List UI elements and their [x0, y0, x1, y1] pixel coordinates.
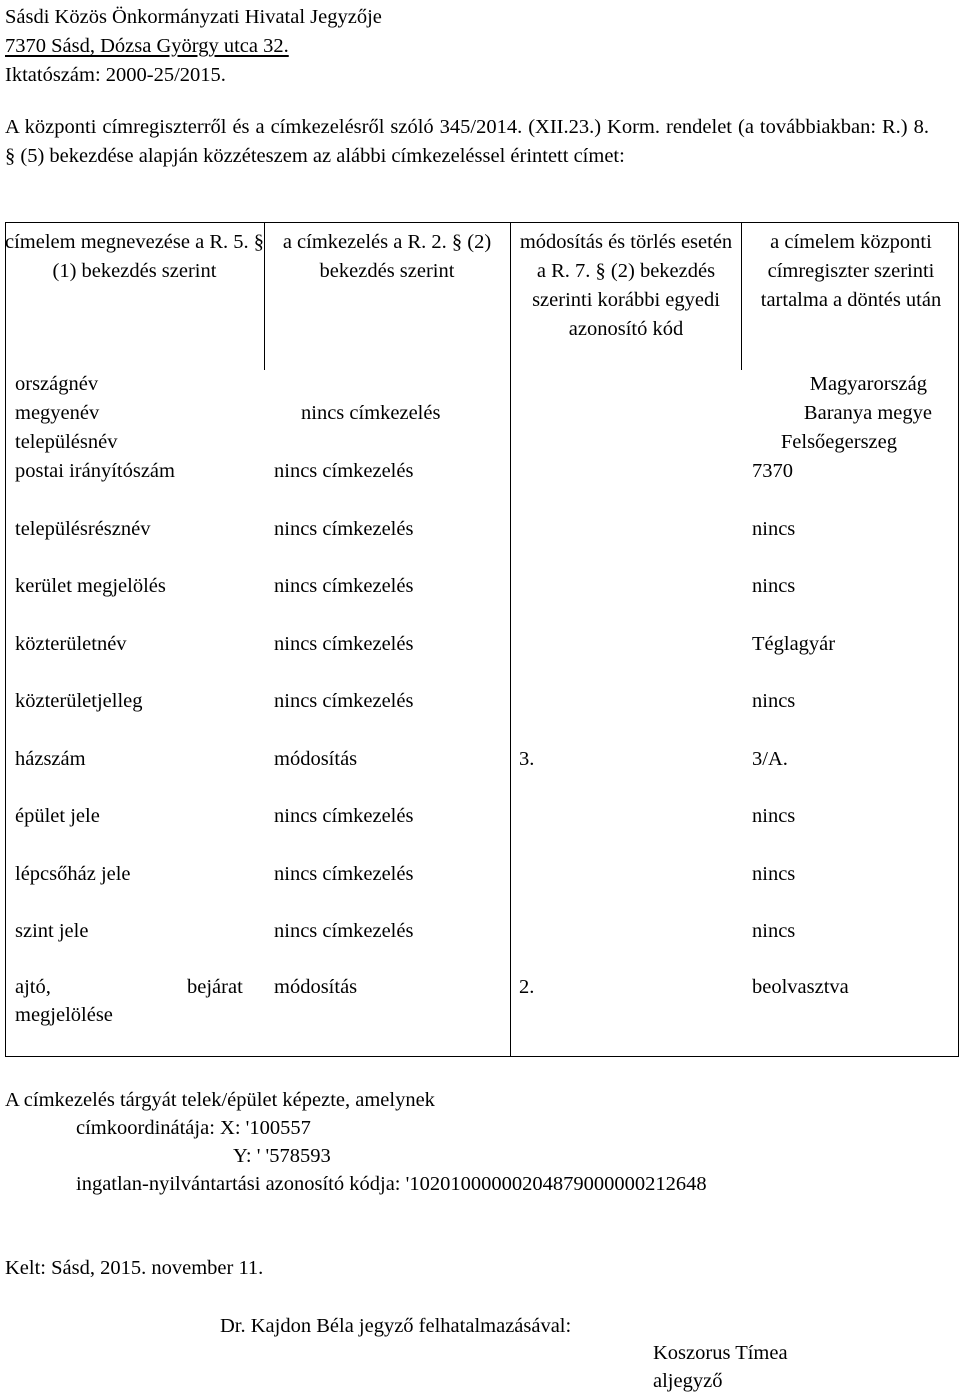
row-management: nincs címkezelés	[274, 920, 414, 942]
signatory-name: Koszorus Tímea	[653, 1342, 788, 1364]
previous-door: 2.	[519, 976, 535, 998]
row-content: 7370	[752, 460, 793, 482]
issuer-address: 7370 Sásd, Dózsa György utca 32.	[5, 35, 289, 57]
element-door-line2: megjelölése	[15, 1004, 113, 1026]
row-content: nincs	[752, 518, 796, 540]
value-country: Magyarország	[809, 373, 927, 395]
address-table	[5, 222, 959, 1057]
row-previous-id: 3.	[519, 748, 535, 770]
row-content: Téglagyár	[752, 633, 836, 655]
row-element: postai irányítószám	[15, 460, 175, 482]
row-management: nincs címkezelés	[274, 690, 414, 712]
value-settlement: Felsőegerszeg	[780, 431, 897, 453]
row-management: nincs címkezelés	[274, 805, 414, 827]
element-door-part2: bejárat	[187, 976, 243, 998]
header-content: a címelem központi címregiszter szerinti tartalma a döntés után	[760, 231, 942, 311]
table-border-bottom	[5, 1056, 959, 1057]
row-element: közterületjelleg	[15, 690, 143, 712]
header-management: a címkezelés a R. 2. § (2) bekezdés szerint	[282, 231, 492, 282]
signature-authority: Dr. Kajdon Béla jegyző felhatalmazásával:	[220, 1315, 572, 1337]
element-country: országnév	[15, 373, 99, 395]
row-management: nincs címkezelés	[274, 863, 414, 885]
row-element: lépcsőház jele	[15, 863, 131, 885]
signatory-title: aljegyző	[653, 1370, 723, 1392]
dated-line: Kelt: Sásd, 2015. november 11.	[5, 1257, 264, 1279]
row-content: nincs	[752, 805, 796, 827]
row-management: módosítás	[274, 748, 358, 770]
header-previous-id: módosítás és törlés esetén a R. 7. § (2) bekezdés szerinti korábbi egyedi azonosító kód	[519, 231, 733, 340]
row-management: nincs címkezelés	[274, 633, 414, 655]
column-divider-previous	[510, 222, 511, 1057]
row-management: nincs címkezelés	[274, 460, 414, 482]
row-management: nincs címkezelés	[274, 518, 414, 540]
file-number: Iktatószám: 2000-25/2015.	[5, 64, 226, 86]
table-border-top	[5, 222, 959, 223]
content-door: beolvasztva	[752, 976, 849, 998]
row-element: szint jele	[15, 920, 89, 942]
column-divider-management-top	[264, 222, 265, 370]
row-management: nincs címkezelés	[274, 575, 414, 597]
value-county: Baranya megye	[803, 402, 932, 424]
element-county: megyenév	[15, 402, 100, 424]
subject-coordinates-y: Y: ' '578593	[233, 1145, 331, 1167]
element-settlement: településnév	[15, 431, 118, 453]
table-border-right	[958, 222, 959, 1057]
row-element: településrésznév	[15, 518, 151, 540]
row-content: nincs	[752, 690, 796, 712]
subject-property-id: ingatlan-nyilvántartási azonosító kódja: '10201000000204879000000212648	[76, 1173, 707, 1195]
row-content: 3/A.	[752, 748, 788, 770]
row-element: házszám	[15, 748, 86, 770]
row-content: nincs	[752, 863, 796, 885]
intro-paragraph: A központi címregiszterről és a címkezelésről szóló 345/2014. (XII.23.) Korm. rendelet (a továbbiakban: R.) 8. § (5) bekezdése alapján közzéteszem az alábbi címkezeléssel érintett címet:	[5, 116, 929, 167]
row-element: kerület megjelölés	[15, 575, 166, 597]
column-divider-content-top	[741, 222, 742, 370]
subject-line1: A címkezelés tárgyát telek/épület képezte, amelynek	[5, 1089, 435, 1111]
row-element: épület jele	[15, 805, 100, 827]
issuer-name: Sásdi Közös Önkormányzati Hivatal Jegyzője	[5, 6, 382, 28]
row-content: nincs	[752, 575, 796, 597]
row-content: nincs	[752, 920, 796, 942]
merged-management: nincs címkezelés	[301, 402, 441, 424]
subject-coordinates-x: címkoordinátája: X: '100557	[76, 1117, 311, 1139]
row-element: közterületnév	[15, 633, 127, 655]
management-door: módosítás	[274, 976, 358, 998]
table-border-left	[5, 222, 6, 1057]
header-element: címelem megnevezése a R. 5. § (1) bekezdés szerint	[5, 231, 264, 282]
element-door-part1: ajtó,	[15, 976, 51, 998]
